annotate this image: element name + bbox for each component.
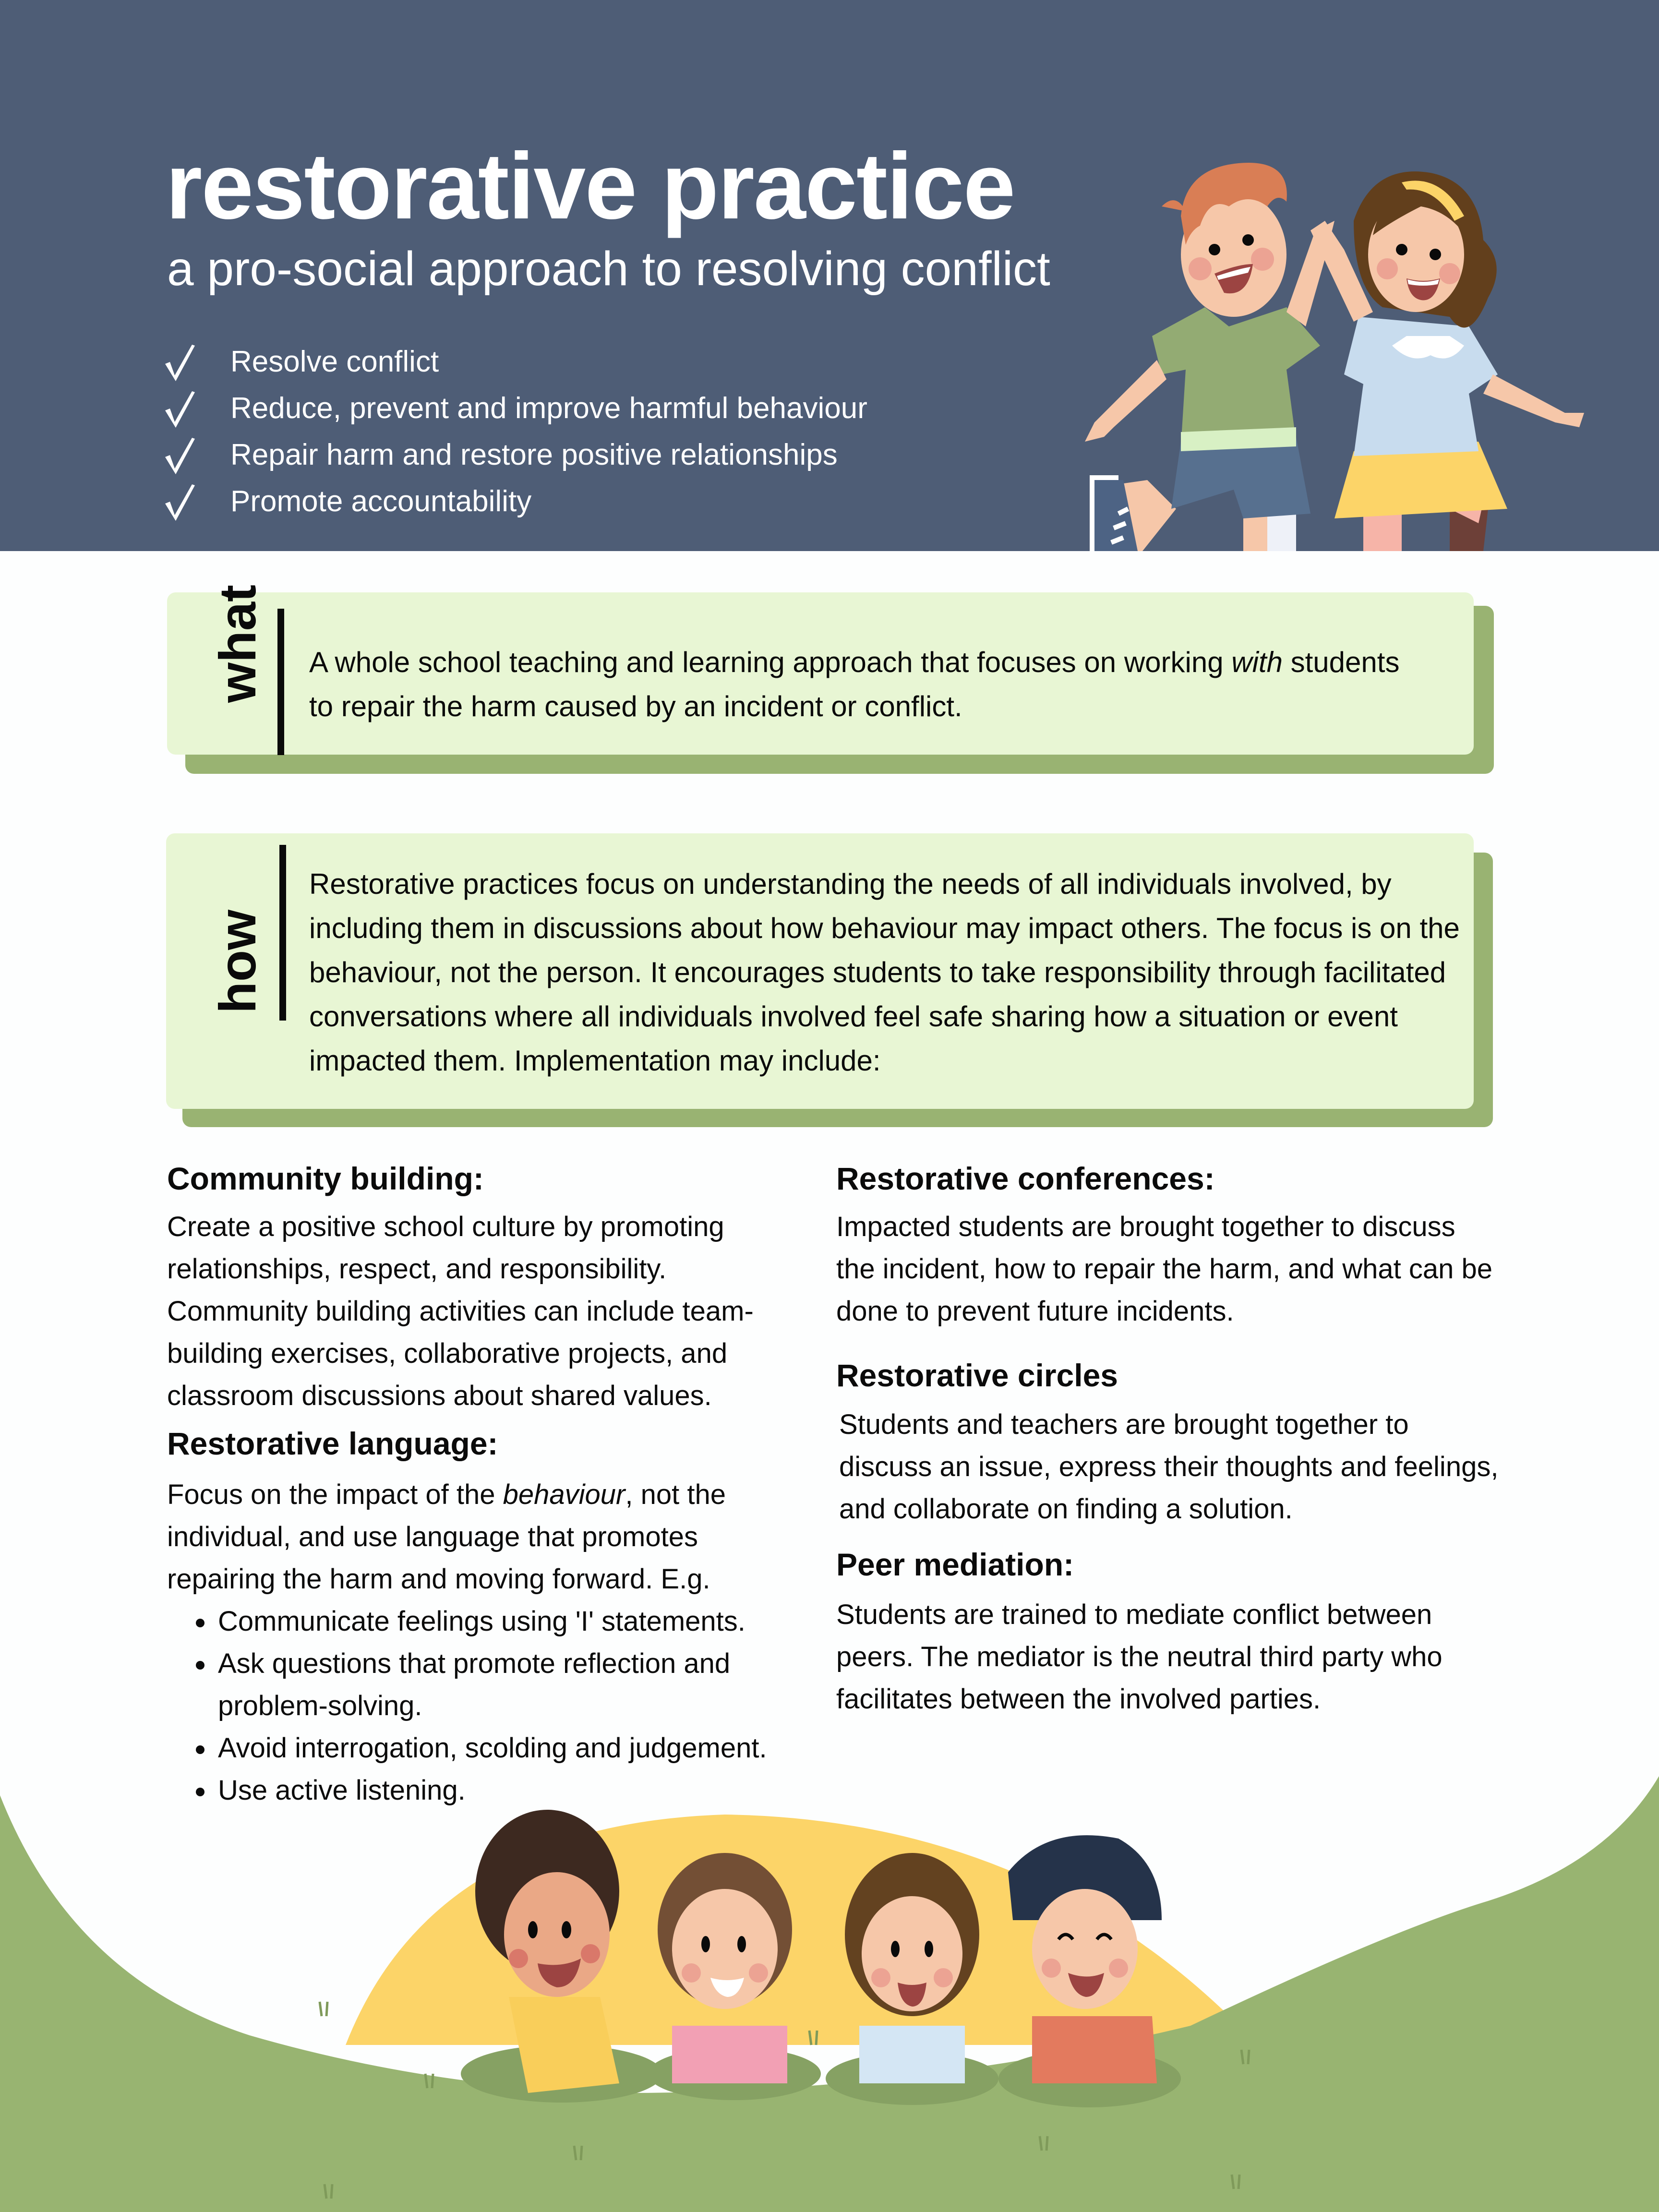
benefits-checklist — [163, 338, 867, 525]
community-building-body: Create a positive school culture by promoting relationships, respect, and responsibility. Community building activities can include team-building exercises, collaborative projects, and classroom discussions about shared values. — [167, 1211, 754, 1411]
page-title: restorative practice — [166, 133, 1015, 239]
bullet-item: Use active listening. — [196, 1769, 810, 1812]
how-card — [166, 833, 1474, 1109]
restorative-conferences-body: Impacted students are brought together to discuss the incident, how to repair the harm, and what can be done to prevent future incidents. — [836, 1211, 1493, 1327]
restorative-circles-body: Students and teachers are brought together to discuss an issue, express their thoughts and feelings, and collaborate on finding a solution. — [839, 1409, 1499, 1525]
page-subtitle: a pro-social approach to resolving conflict — [167, 242, 1050, 296]
what-description: A whole school teaching and learning approach that focuses on working with students to repair the harm caused by an incident or conflict. — [309, 646, 1400, 722]
peer-mediation-heading: Peer mediation: — [836, 1547, 1074, 1582]
left-column — [167, 1157, 810, 1812]
what-card — [167, 584, 1474, 755]
checklist-label: Promote accountability — [230, 485, 532, 518]
bullet-item: Ask questions that promote reflection and problem-solving. — [196, 1643, 810, 1727]
how-description: Restorative practices focus on understanding the needs of all individuals involved, by including them in discussions about how behaviour may impact others. The focus is on the behaviour, not the person. It encourages students to take responsibility through facilitated conversations where all individuals involved feel safe sharing how a situation or event impacted them. Implementation may include: — [309, 868, 1460, 1077]
right-column — [836, 1157, 1499, 1720]
checklist-label: Reduce, prevent and improve harmful behaviour — [230, 392, 867, 425]
girl-figure — [1310, 171, 1584, 551]
high-five-children-illustration — [1085, 144, 1637, 551]
header-banner — [0, 0, 1659, 551]
peer-mediation-body: Students are trained to mediate conflict between peers. The mediator is the neutral third party who facilitates between the involved parties. — [836, 1599, 1443, 1715]
what-divider — [277, 609, 284, 755]
restorative-conferences-heading: Restorative conferences: — [836, 1161, 1215, 1196]
what-label: what — [208, 584, 266, 703]
checkmark-icon — [163, 343, 230, 381]
how-divider — [279, 845, 286, 1021]
checklist-label: Resolve conflict — [230, 345, 439, 378]
how-label: how — [208, 910, 266, 1013]
checklist-item — [163, 385, 867, 432]
restorative-language-body: Focus on the impact of the behaviour, not the individual, and use language that promotes repairing the harm and moving forward. E.g. — [167, 1479, 726, 1595]
children-on-grass-illustration — [0, 1776, 1659, 2212]
checklist-item — [163, 478, 867, 525]
community-building-heading: Community building: — [167, 1161, 484, 1196]
checklist-item — [163, 338, 867, 385]
checklist-item — [163, 432, 867, 478]
checkmark-icon — [163, 436, 230, 474]
bullet-item: Communicate feelings using 'I' statements. — [196, 1600, 810, 1643]
restorative-language-heading: Restorative language: — [167, 1426, 498, 1461]
checkmark-icon — [163, 482, 230, 521]
boy-figure — [1085, 163, 1334, 551]
bullet-item: Avoid interrogation, scolding and judgement. — [196, 1727, 810, 1769]
checkmark-icon — [163, 389, 230, 428]
checklist-label: Repair harm and restore positive relationships — [230, 438, 838, 471]
restorative-circles-heading: Restorative circles — [836, 1358, 1118, 1393]
